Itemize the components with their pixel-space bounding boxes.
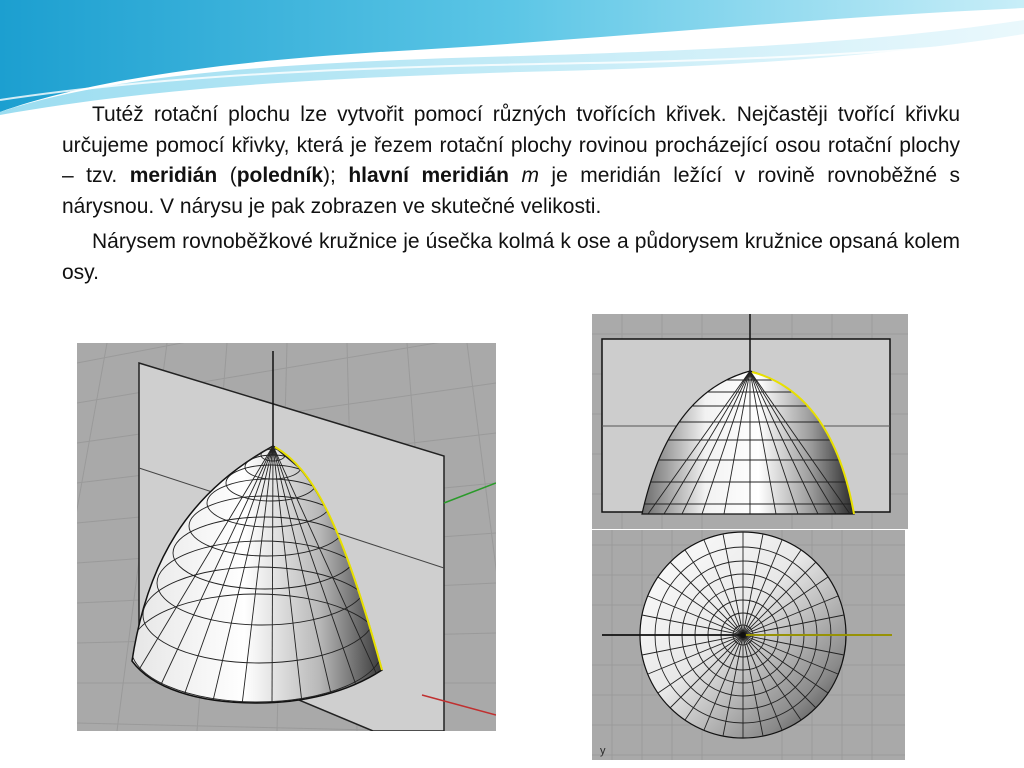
front-view-figure: [592, 314, 908, 529]
perspective-view-figure: [77, 343, 496, 731]
term-polednik: poledník: [236, 164, 324, 187]
term-main-meridian: hlavní meridián: [348, 164, 509, 187]
paragraph-parallels: Nárysem rovnoběžkové kružnice je úsečka kolmá k ose a půdorysem kružnice opsaná kolem osy.: [62, 230, 960, 284]
header-wave-decoration: [0, 0, 1024, 115]
text-block: [62, 100, 960, 288]
axis-point: [740, 632, 746, 638]
symbol-m: m: [521, 164, 539, 187]
paragraph-meridian: Tutéž rotační plochu lze vytvořit pomocí různých tvořících křivek. Nejčastěji tvořící křivku určujeme pomocí křivky, která je řezem rotační plochy rovinou procházející osou rotační plochy – tzv. meridián (poledník); hlavní meridián m je meridián ležící v rovině rovnoběžné s nárysnou. V nárysu je pak zobrazen ve skutečné velikosti.: [62, 103, 960, 218]
term-meridian: meridián: [129, 164, 218, 187]
top-view-figure: [592, 530, 905, 760]
axis-label-y: y: [600, 745, 606, 757]
